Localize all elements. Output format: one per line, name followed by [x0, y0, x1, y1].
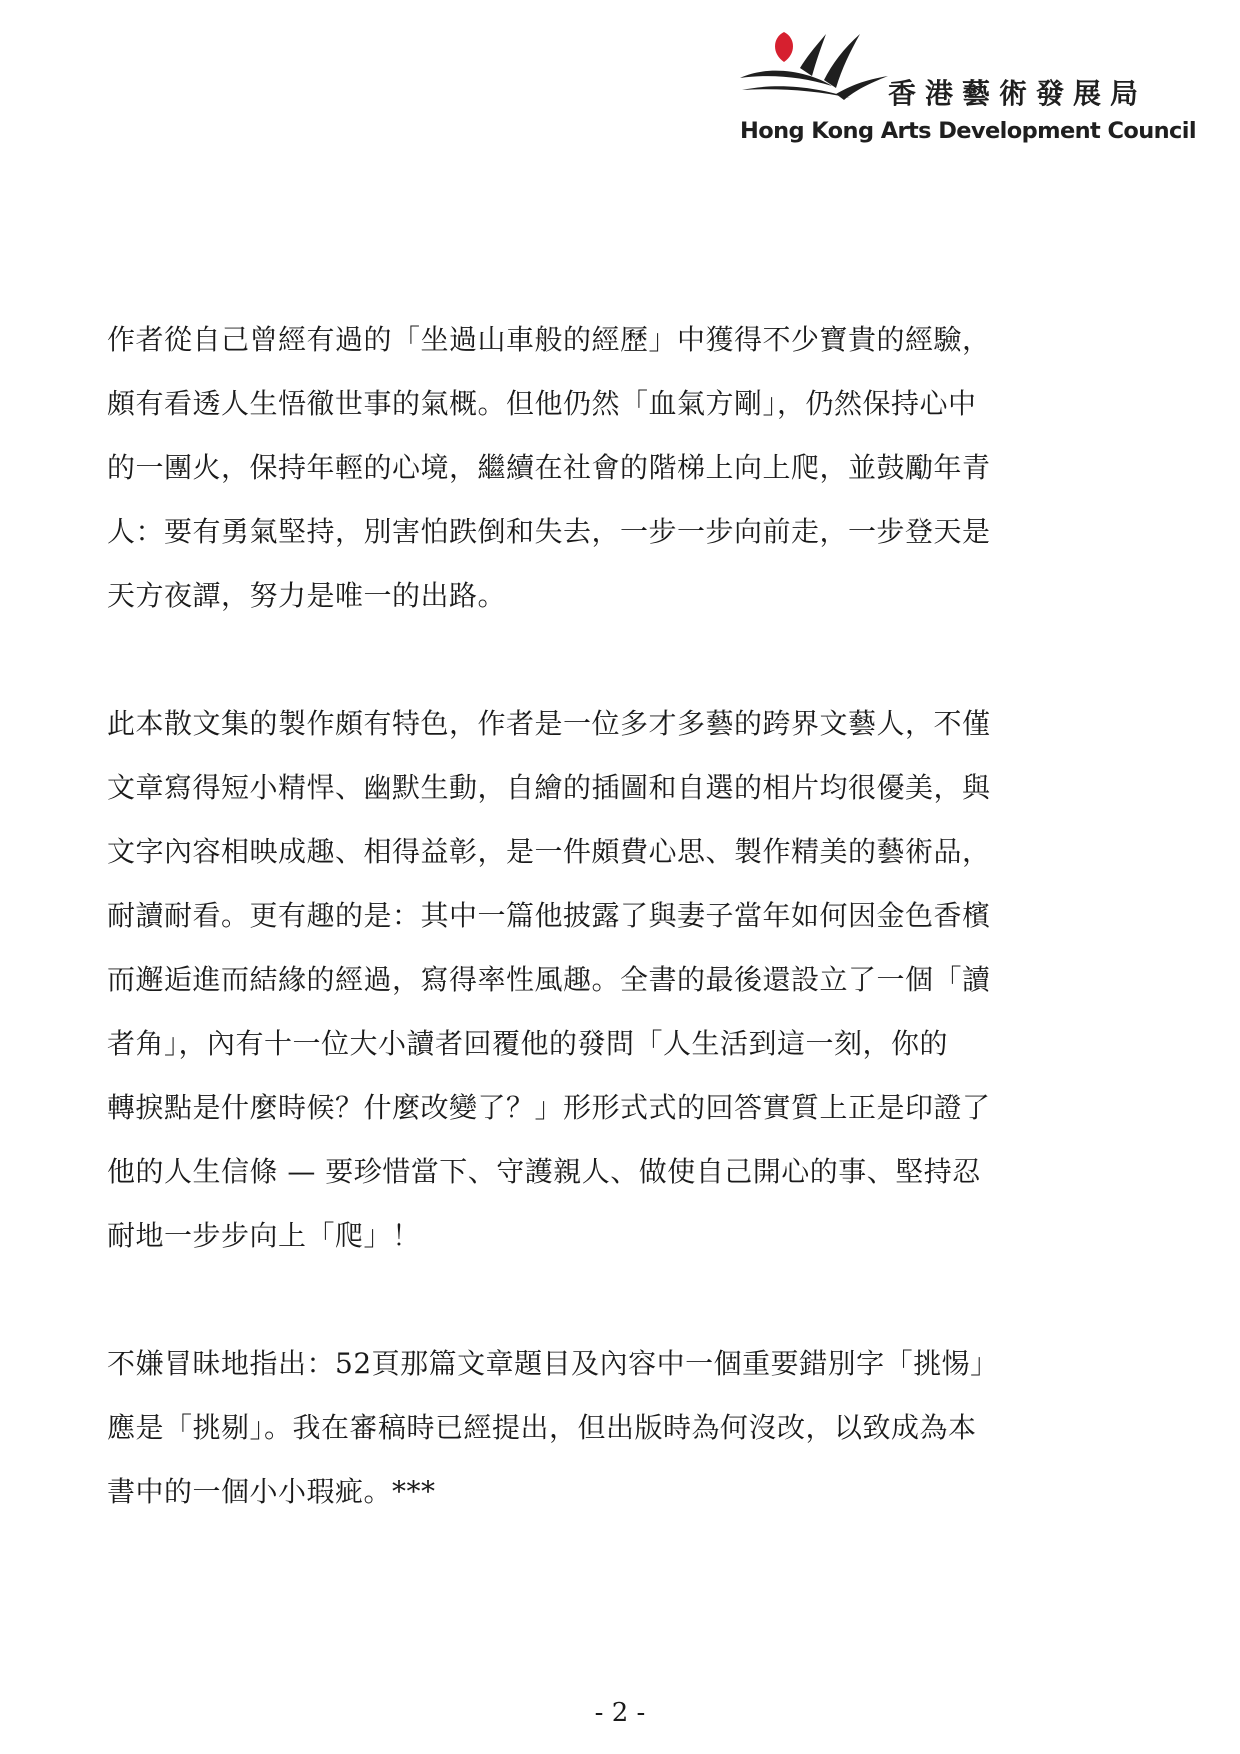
text-line: 應是「挑剔」。我在審稿時已經提出，但出版時為何沒改，以致成為本: [107, 1411, 977, 1444]
paragraph-1: [107, 308, 1069, 628]
text-line: 轉捩點是什麼時候？什麼改變了？」形形式式的回答實質上正是印證了: [107, 1091, 991, 1124]
org-name-chinese: 香港藝術發展局: [888, 77, 1148, 110]
text-line: 此本散文集的製作頗有特色，作者是一位多才多藝的跨界文藝人，不僅: [107, 707, 991, 740]
paragraph-2: [107, 692, 1069, 1268]
text-line: 文章寫得短小精悍、幽默生動，自繪的插圖和自選的相片均很優美，與: [107, 771, 991, 804]
text-line: 書中的一個小小瑕疵。***: [107, 1475, 436, 1508]
document-body: [107, 308, 1069, 1588]
text-line: 的一團火，保持年輕的心境，繼續在社會的階梯上向上爬，並鼓勵年青: [107, 451, 991, 484]
page-number: - 2 -: [594, 1698, 646, 1728]
text-line: 頗有看透人生悟徹世事的氣概。但他仍然「血氣方剛」，仍然保持心中: [107, 387, 977, 420]
arts-council-logo-icon: [740, 28, 890, 114]
text-line: 文字內容相映成趣、相得益彰，是一件頗費心思、製作精美的藝術品，: [107, 835, 991, 868]
org-logo: [740, 28, 1197, 148]
paragraph-3: [107, 1332, 1069, 1524]
text-line: 不嫌冒昧地指出：52頁那篇文章題目及內容中一個重要錯別字「挑惕」: [107, 1347, 999, 1380]
text-line: 他的人生信條 — 要珍惜當下、守護親人、做使自己開心的事、堅持忍: [107, 1155, 981, 1188]
text-line: 耐地一步步向上「爬」！: [107, 1219, 421, 1252]
org-name-english: Hong Kong Arts Development Council: [740, 118, 1197, 144]
text-line: 天方夜譚，努力是唯一的出路。: [107, 579, 507, 612]
text-line: 而邂逅進而結緣的經過，寫得率性風趣。全書的最後還設立了一個「讀: [107, 963, 991, 996]
text-line: 者角」，內有十一位大小讀者回覆他的發問「人生活到這一刻，你的: [107, 1027, 949, 1060]
text-line: 耐讀耐看。更有趣的是：其中一篇他披露了與妻子當年如何因金色香檳: [107, 899, 991, 932]
text-line: 人：要有勇氣堅持，別害怕跌倒和失去，一步一步向前走，一步登天是: [107, 515, 991, 548]
text-line: 作者從自己曾經有過的「坐過山車般的經歷」中獲得不少寶貴的經驗，: [107, 323, 991, 356]
